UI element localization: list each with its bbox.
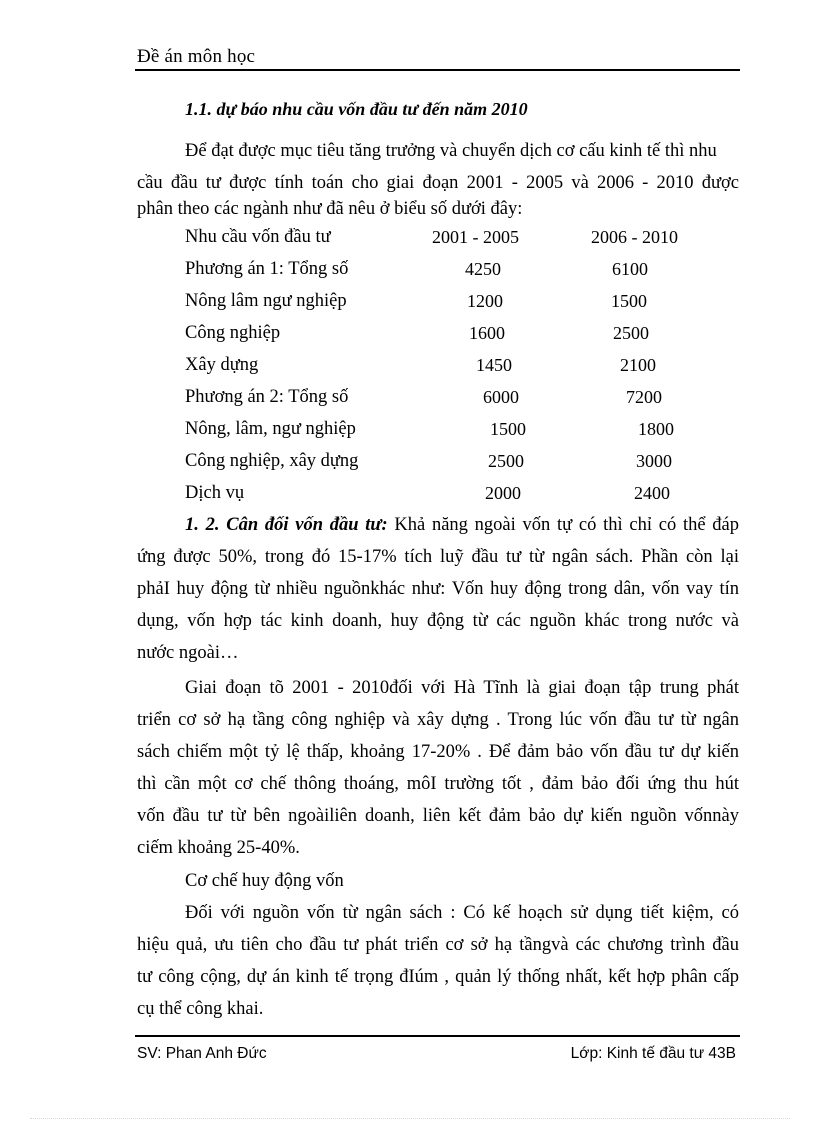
footer-student: SV: Phan Anh Đức xyxy=(137,1045,267,1062)
table-cell-2001-2005: 1200 xyxy=(467,291,503,311)
table-cell-2006-2010: 7200 xyxy=(626,387,662,407)
table-row-label: Dịch vụ xyxy=(185,483,245,503)
table-cell-2006-2010: 2100 xyxy=(620,355,656,375)
section-1-2-line-1 xyxy=(185,514,739,536)
page-header-title: Đề án môn học xyxy=(137,46,256,67)
section-1-2-line-5: nước ngoài… xyxy=(137,643,239,663)
section-1-1-line-3: phân theo các ngành như đã nêu ở biểu số dưới đây: xyxy=(137,199,523,219)
table-cell-2001-2005: 1500 xyxy=(490,419,526,439)
table-cell-2001-2005: 2000 xyxy=(485,483,521,503)
table-row-label: Nông lâm ngư nghiệp xyxy=(185,291,347,311)
table-cell-2001-2005: 1600 xyxy=(469,323,505,343)
table-cell-2006-2010: 6100 xyxy=(612,259,648,279)
section-1-1-line-1: Để đạt được mục tiêu tăng trưởng và chuyển dịch cơ cấu kinh tế thì nhu xyxy=(185,141,717,161)
table-header-label: Nhu cầu vốn đầu tư xyxy=(185,227,331,247)
footer-class: Lớp: Kinh tế đầu tư 43B xyxy=(570,1045,736,1062)
mechanism-line-2: hiệu quả, ưu tiên cho đầu tư phát triển cơ sở hạ tầngvà các chương trình đầu xyxy=(137,935,739,955)
paragraph-2-line-2: triển cơ sở hạ tầng công nghiệp và xây dựng . Trong lúc vốn đầu tư từ ngân xyxy=(137,710,739,730)
page-bottom-edge xyxy=(30,1118,790,1119)
footer-divider xyxy=(135,1035,740,1037)
table-header-period-1: 2001 - 2005 xyxy=(432,227,519,247)
section-1-1-heading: 1.1. dự báo nhu cầu vốn đầu tư đến năm 2010 xyxy=(185,99,528,119)
table-row-label: Phương án 2: Tổng số xyxy=(185,387,349,407)
section-1-2-line-2: ứng được 50%, trong đó 15-17% tích luỹ đầu tư từ ngân sách. Phần còn lại xyxy=(137,547,739,567)
section-1-2-line-4: dụng, vốn hợp tác kinh doanh, huy động từ các nguồn khác trong nước và xyxy=(137,611,739,631)
table-cell-2006-2010: 2500 xyxy=(613,323,649,343)
table-row-label: Nông, lâm, ngư nghiệp xyxy=(185,419,356,439)
paragraph-2-line-5: vốn đầu tư từ bên ngoàiliên doanh, liên kết đảm bảo dự kiến nguồn vốnnày xyxy=(137,806,739,826)
paragraph-2-line-1: Giai đoạn tõ 2001 - 2010đối với Hà Tĩnh là giai đoạn tập trung phát xyxy=(185,678,739,698)
table-cell-2006-2010: 3000 xyxy=(636,451,672,471)
table-row-label: Xây dựng xyxy=(185,355,259,375)
mechanism-line-3: tư công cộng, dự án kinh tế trọng đIúm , quản lý thống nhất, kết hợp phân cấp xyxy=(137,967,739,987)
paragraph-2-line-6: ciếm khoảng 25-40%. xyxy=(137,838,300,858)
table-cell-2006-2010: 2400 xyxy=(634,483,670,503)
section-1-2-line-1-text: Khả năng ngoài vốn tự có thì chỉ có thể đáp xyxy=(394,515,739,535)
table-row-label: Công nghiệp, xây dựng xyxy=(185,451,359,471)
mechanism-line-1: Đối với nguồn vốn từ ngân sách : Có kế hoạch sử dụng tiết kiệm, có xyxy=(185,903,739,923)
table-cell-2001-2005: 2500 xyxy=(488,451,524,471)
header-divider xyxy=(135,69,740,71)
table-row-label: Phương án 1: Tổng số xyxy=(185,259,349,279)
mechanism-title: Cơ chế huy động vốn xyxy=(185,871,344,891)
table-cell-2006-2010: 1500 xyxy=(611,291,647,311)
table-cell-2001-2005: 6000 xyxy=(483,387,519,407)
section-1-2-heading: 1. 2. Cân đối vốn đầu tư: xyxy=(185,515,388,535)
paragraph-2-line-3: sách chiếm một tỷ lệ thấp, khoảng 17-20% . Để đảm bảo vốn đầu tư dự kiến xyxy=(137,742,739,762)
table-cell-2001-2005: 1450 xyxy=(476,355,512,375)
table-cell-2006-2010: 1800 xyxy=(638,419,674,439)
mechanism-line-4: cụ thể công khai. xyxy=(137,999,264,1019)
section-1-2-line-3: phảI huy động từ nhiều nguồnkhác như: Vốn huy động trong dân, vốn vay tín xyxy=(137,579,739,599)
table-row-label: Công nghiệp xyxy=(185,323,281,343)
table-header-period-2: 2006 - 2010 xyxy=(591,227,678,247)
section-1-1-line-2: cầu đầu tư được tính toán cho giai đoạn 2001 - 2005 và 2006 - 2010 được xyxy=(137,173,739,193)
paragraph-2-line-4: thì cần một cơ chế thông thoáng, môI trường tốt , đảm bảo đối ứng thu hút xyxy=(137,774,739,794)
table-cell-2001-2005: 4250 xyxy=(465,259,501,279)
